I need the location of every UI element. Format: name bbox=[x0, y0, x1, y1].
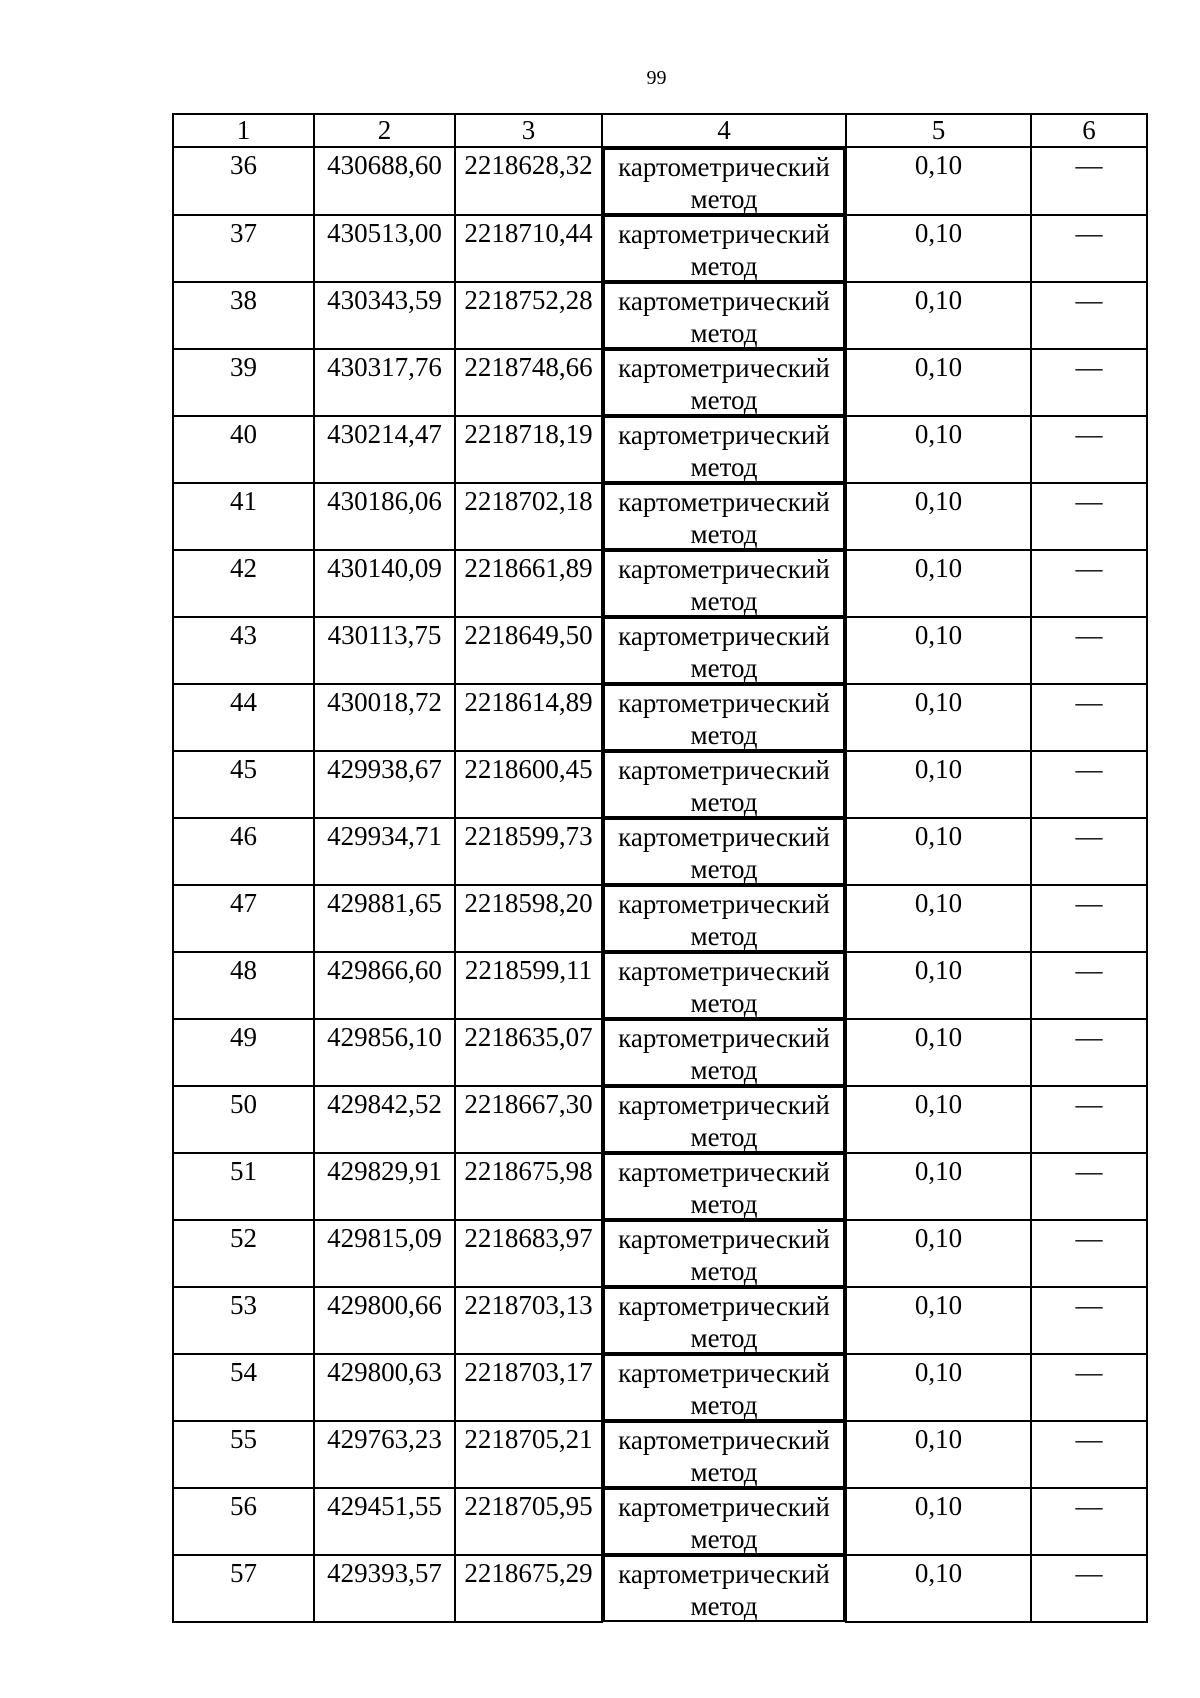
method-cell: картометрический метод bbox=[603, 952, 845, 1019]
accuracy-cell: 0,10 bbox=[846, 416, 1031, 483]
point-number-cell: 43 bbox=[173, 617, 314, 684]
x-coordinate-cell: 430018,72 bbox=[314, 684, 455, 751]
column-header-4: 4 bbox=[602, 114, 846, 147]
y-coordinate-cell: 2218705,21 bbox=[455, 1421, 602, 1488]
y-coordinate-cell: 2218683,97 bbox=[455, 1220, 602, 1287]
header-row bbox=[173, 114, 1147, 147]
method-cell: картометрический метод bbox=[603, 1354, 845, 1421]
x-coordinate-cell: 430140,09 bbox=[314, 550, 455, 617]
x-coordinate-cell: 429800,66 bbox=[314, 1287, 455, 1354]
table-row bbox=[173, 617, 1147, 684]
y-coordinate-cell: 2218661,89 bbox=[455, 550, 602, 617]
method-cell: картометрический метод bbox=[603, 282, 845, 349]
method-cell: картометрический метод bbox=[603, 1153, 845, 1220]
x-coordinate-cell: 430343,59 bbox=[314, 282, 455, 349]
method-cell: картометрический метод bbox=[603, 751, 845, 818]
x-coordinate-cell: 430317,76 bbox=[314, 349, 455, 416]
point-number-cell: 45 bbox=[173, 751, 314, 818]
point-number-cell: 46 bbox=[173, 818, 314, 885]
accuracy-cell: 0,10 bbox=[846, 1019, 1031, 1086]
y-coordinate-cell: 2218748,66 bbox=[455, 349, 602, 416]
table-row bbox=[173, 416, 1147, 483]
x-coordinate-cell: 429866,60 bbox=[314, 952, 455, 1019]
y-coordinate-cell: 2218649,50 bbox=[455, 617, 602, 684]
accuracy-cell: 0,10 bbox=[846, 751, 1031, 818]
note-cell: — bbox=[1031, 1287, 1147, 1354]
table-row bbox=[173, 952, 1147, 1019]
x-coordinate-cell: 429881,65 bbox=[314, 885, 455, 952]
point-number-cell: 48 bbox=[173, 952, 314, 1019]
x-coordinate-cell: 429393,57 bbox=[314, 1555, 455, 1622]
point-number-cell: 52 bbox=[173, 1220, 314, 1287]
note-cell: — bbox=[1031, 1555, 1147, 1622]
accuracy-cell: 0,10 bbox=[846, 483, 1031, 550]
accuracy-cell: 0,10 bbox=[846, 1354, 1031, 1421]
accuracy-cell: 0,10 bbox=[846, 282, 1031, 349]
column-header-6: 6 bbox=[1031, 114, 1147, 147]
x-coordinate-cell: 429451,55 bbox=[314, 1488, 455, 1555]
method-cell: картометрический метод bbox=[603, 684, 845, 751]
point-number-cell: 54 bbox=[173, 1354, 314, 1421]
y-coordinate-cell: 2218703,17 bbox=[455, 1354, 602, 1421]
y-coordinate-cell: 2218705,95 bbox=[455, 1488, 602, 1555]
column-header-2: 2 bbox=[314, 114, 455, 147]
note-cell: — bbox=[1031, 483, 1147, 550]
y-coordinate-cell: 2218614,89 bbox=[455, 684, 602, 751]
method-cell: картометрический метод bbox=[603, 818, 845, 885]
table-row bbox=[173, 1220, 1147, 1287]
note-cell: — bbox=[1031, 550, 1147, 617]
note-cell: — bbox=[1031, 282, 1147, 349]
note-cell: — bbox=[1031, 1220, 1147, 1287]
x-coordinate-cell: 429856,10 bbox=[314, 1019, 455, 1086]
method-cell: картометрический метод bbox=[603, 1287, 845, 1354]
y-coordinate-cell: 2218600,45 bbox=[455, 751, 602, 818]
y-coordinate-cell: 2218702,18 bbox=[455, 483, 602, 550]
table-row bbox=[173, 349, 1147, 416]
method-cell: картометрический метод bbox=[603, 550, 845, 617]
x-coordinate-cell: 430688,60 bbox=[314, 147, 455, 215]
method-cell: картометрический метод bbox=[603, 1086, 845, 1153]
table-row bbox=[173, 818, 1147, 885]
point-number-cell: 49 bbox=[173, 1019, 314, 1086]
point-number-cell: 38 bbox=[173, 282, 314, 349]
point-number-cell: 57 bbox=[173, 1555, 314, 1622]
y-coordinate-cell: 2218675,98 bbox=[455, 1153, 602, 1220]
table-row bbox=[173, 684, 1147, 751]
x-coordinate-cell: 429815,09 bbox=[314, 1220, 455, 1287]
method-cell: картометрический метод bbox=[603, 1555, 845, 1622]
table-row bbox=[173, 1287, 1147, 1354]
point-number-cell: 47 bbox=[173, 885, 314, 952]
note-cell: — bbox=[1031, 1153, 1147, 1220]
x-coordinate-cell: 429829,91 bbox=[314, 1153, 455, 1220]
point-number-cell: 36 bbox=[173, 147, 314, 215]
x-coordinate-cell: 429842,52 bbox=[314, 1086, 455, 1153]
method-cell: картометрический метод bbox=[603, 885, 845, 952]
table-row bbox=[173, 885, 1147, 952]
accuracy-cell: 0,10 bbox=[846, 885, 1031, 952]
x-coordinate-cell: 430113,75 bbox=[314, 617, 455, 684]
method-cell: картометрический метод bbox=[603, 1421, 845, 1488]
note-cell: — bbox=[1031, 147, 1147, 215]
x-coordinate-cell: 429763,23 bbox=[314, 1421, 455, 1488]
accuracy-cell: 0,10 bbox=[846, 1555, 1031, 1622]
note-cell: — bbox=[1031, 952, 1147, 1019]
point-number-cell: 50 bbox=[173, 1086, 314, 1153]
y-coordinate-cell: 2218635,07 bbox=[455, 1019, 602, 1086]
method-cell: картометрический метод bbox=[603, 148, 845, 215]
accuracy-cell: 0,10 bbox=[846, 550, 1031, 617]
point-number-cell: 53 bbox=[173, 1287, 314, 1354]
method-cell: картометрический метод bbox=[603, 215, 845, 282]
accuracy-cell: 0,10 bbox=[846, 1287, 1031, 1354]
table-row bbox=[173, 1019, 1147, 1086]
x-coordinate-cell: 430513,00 bbox=[314, 215, 455, 282]
point-number-cell: 51 bbox=[173, 1153, 314, 1220]
note-cell: — bbox=[1031, 1019, 1147, 1086]
y-coordinate-cell: 2218752,28 bbox=[455, 282, 602, 349]
y-coordinate-cell: 2218710,44 bbox=[455, 215, 602, 282]
accuracy-cell: 0,10 bbox=[846, 818, 1031, 885]
point-number-cell: 55 bbox=[173, 1421, 314, 1488]
accuracy-cell: 0,10 bbox=[846, 1220, 1031, 1287]
table-row bbox=[173, 1086, 1147, 1153]
note-cell: — bbox=[1031, 818, 1147, 885]
point-number-cell: 40 bbox=[173, 416, 314, 483]
note-cell: — bbox=[1031, 751, 1147, 818]
accuracy-cell: 0,10 bbox=[846, 684, 1031, 751]
note-cell: — bbox=[1031, 885, 1147, 952]
accuracy-cell: 0,10 bbox=[846, 349, 1031, 416]
y-coordinate-cell: 2218599,73 bbox=[455, 818, 602, 885]
accuracy-cell: 0,10 bbox=[846, 1421, 1031, 1488]
note-cell: — bbox=[1031, 617, 1147, 684]
note-cell: — bbox=[1031, 1421, 1147, 1488]
table-row bbox=[173, 1488, 1147, 1555]
note-cell: — bbox=[1031, 1086, 1147, 1153]
table-body bbox=[173, 147, 1147, 1622]
accuracy-cell: 0,10 bbox=[846, 1086, 1031, 1153]
accuracy-cell: 0,10 bbox=[846, 1488, 1031, 1555]
coordinates-table bbox=[172, 113, 1148, 1623]
note-cell: — bbox=[1031, 215, 1147, 282]
point-number-cell: 41 bbox=[173, 483, 314, 550]
method-cell: картометрический метод bbox=[603, 483, 845, 550]
point-number-cell: 44 bbox=[173, 684, 314, 751]
table-row bbox=[173, 1354, 1147, 1421]
method-cell: картометрический метод bbox=[603, 1488, 845, 1555]
table-row bbox=[173, 550, 1147, 617]
point-number-cell: 39 bbox=[173, 349, 314, 416]
method-cell: картометрический метод bbox=[603, 1220, 845, 1287]
x-coordinate-cell: 430186,06 bbox=[314, 483, 455, 550]
y-coordinate-cell: 2218599,11 bbox=[455, 952, 602, 1019]
table-row bbox=[173, 1555, 1147, 1622]
accuracy-cell: 0,10 bbox=[846, 952, 1031, 1019]
method-cell: картометрический метод bbox=[603, 416, 845, 483]
accuracy-cell: 0,10 bbox=[846, 215, 1031, 282]
point-number-cell: 37 bbox=[173, 215, 314, 282]
table-row bbox=[173, 751, 1147, 818]
note-cell: — bbox=[1031, 1488, 1147, 1555]
page-number: 99 bbox=[646, 67, 667, 89]
table-row bbox=[173, 483, 1147, 550]
y-coordinate-cell: 2218598,20 bbox=[455, 885, 602, 952]
method-cell: картометрический метод bbox=[603, 1019, 845, 1086]
y-coordinate-cell: 2218718,19 bbox=[455, 416, 602, 483]
table-row bbox=[173, 215, 1147, 282]
column-header-3: 3 bbox=[455, 114, 602, 147]
accuracy-cell: 0,10 bbox=[846, 1153, 1031, 1220]
table-row bbox=[173, 282, 1147, 349]
column-header-5: 5 bbox=[846, 114, 1031, 147]
point-number-cell: 56 bbox=[173, 1488, 314, 1555]
y-coordinate-cell: 2218675,29 bbox=[455, 1555, 602, 1622]
column-header-1: 1 bbox=[173, 114, 314, 147]
table-row bbox=[173, 1153, 1147, 1220]
accuracy-cell: 0,10 bbox=[846, 617, 1031, 684]
table-row bbox=[173, 147, 1147, 215]
x-coordinate-cell: 429934,71 bbox=[314, 818, 455, 885]
y-coordinate-cell: 2218667,30 bbox=[455, 1086, 602, 1153]
y-coordinate-cell: 2218628,32 bbox=[455, 147, 602, 215]
accuracy-cell: 0,10 bbox=[846, 147, 1031, 215]
method-cell: картометрический метод bbox=[603, 617, 845, 684]
x-coordinate-cell: 429800,63 bbox=[314, 1354, 455, 1421]
point-number-cell: 42 bbox=[173, 550, 314, 617]
note-cell: — bbox=[1031, 349, 1147, 416]
table-header bbox=[173, 114, 1147, 147]
note-cell: — bbox=[1031, 416, 1147, 483]
note-cell: — bbox=[1031, 684, 1147, 751]
method-cell: картометрический метод bbox=[603, 349, 845, 416]
y-coordinate-cell: 2218703,13 bbox=[455, 1287, 602, 1354]
note-cell: — bbox=[1031, 1354, 1147, 1421]
table-row bbox=[173, 1421, 1147, 1488]
x-coordinate-cell: 430214,47 bbox=[314, 416, 455, 483]
x-coordinate-cell: 429938,67 bbox=[314, 751, 455, 818]
